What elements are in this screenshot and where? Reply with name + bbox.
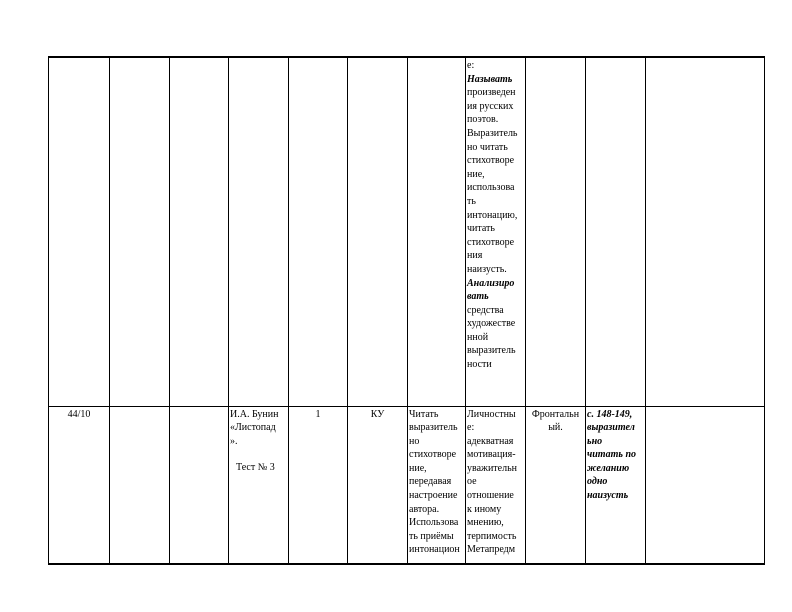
results-text-line: произведен	[467, 87, 516, 99]
results-text-line: мнению,	[467, 517, 504, 529]
cell-control	[526, 57, 586, 406]
activity-text-line: интонацион	[409, 544, 460, 556]
results-text-line: ние,	[467, 168, 485, 180]
results-text-line: Личностны	[467, 408, 516, 420]
activity-text-line: ть приёмы	[409, 530, 454, 542]
results-text-line: е:	[467, 422, 475, 434]
test-label: Тест № 3	[236, 462, 275, 474]
cell-activity	[408, 406, 466, 564]
lesson-number: 44/10	[67, 408, 91, 420]
results-text-line: нной	[467, 331, 489, 343]
results-text-line: поэтов.	[467, 114, 499, 126]
control-text-line: Фронтальн	[531, 408, 580, 420]
cell-hours	[289, 406, 348, 564]
results-text-line: ть	[467, 195, 476, 207]
results-text-line: уважительн	[467, 462, 517, 474]
homework-text-line: наизусть	[587, 490, 629, 502]
activity-text-line: настроение	[409, 490, 458, 502]
hours-value: 1	[315, 408, 321, 420]
cell-number	[49, 406, 110, 564]
cell-control	[526, 406, 586, 564]
results-text-line: стихотворе	[467, 155, 515, 167]
topic-text-line: ».	[230, 435, 238, 447]
cell-homework	[586, 406, 646, 564]
results-text-line: художестве	[467, 318, 516, 330]
topic-text-line: И.А. Бунин	[230, 408, 279, 420]
cell-hours	[289, 57, 348, 406]
results-text-line: Выразитель	[467, 127, 518, 139]
results-text-line: ния	[467, 250, 483, 262]
results-text-line: мотивация-	[467, 449, 516, 461]
activity-text-line: Читать	[409, 408, 439, 420]
activity-text-line: стихотворе	[409, 449, 457, 461]
activity-text-line: выразитель	[409, 422, 458, 434]
results-text-line: интонацию,	[467, 209, 518, 221]
cell-lesson-type	[348, 406, 408, 564]
results-text-line: е:	[467, 60, 475, 71]
results-text-line: вать	[467, 291, 489, 303]
homework-text-line: выразител	[587, 422, 635, 434]
results-text-line: ия русских	[467, 100, 514, 112]
activity-text-line: автора.	[409, 503, 440, 515]
activity-text-line: Использова	[409, 517, 459, 529]
results-text-line: наизусть.	[467, 263, 507, 275]
lesson-type-value: КУ	[370, 408, 385, 420]
cell-date-fact	[170, 57, 229, 406]
cell-notes	[646, 406, 765, 564]
results-text-line: стихотворе	[467, 236, 515, 248]
control-text-line: ый.	[548, 422, 563, 434]
table-row	[49, 406, 765, 564]
activity-text-line: ние,	[409, 462, 427, 474]
results-text-line: использова	[467, 182, 515, 194]
results-text-line: ое	[467, 476, 477, 488]
cell-results	[466, 406, 526, 564]
cell-date-fact	[170, 406, 229, 564]
activity-text-line: передавая	[409, 476, 452, 488]
lesson-plan-table	[48, 56, 765, 565]
activity-text-line: но	[409, 435, 420, 447]
results-text-line: терпимость	[467, 530, 517, 542]
results-text-line: адекватная	[467, 435, 514, 447]
cell-date-plan	[110, 57, 170, 406]
homework-text-line: ьно	[587, 435, 603, 447]
cell-results	[466, 57, 526, 406]
cell-number	[49, 57, 110, 406]
homework-text-line: с. 148-149,	[587, 408, 633, 420]
results-text-line: Анализиро	[467, 277, 515, 289]
homework-text-line: читать по	[587, 449, 636, 461]
homework-text-line: одно	[587, 476, 608, 488]
homework-text-line: желанию	[587, 462, 630, 474]
results-text-line: но читать	[467, 141, 508, 153]
cell-topic	[229, 57, 289, 406]
results-text-line: Называть	[467, 73, 513, 85]
results-text-line: к иному	[467, 503, 502, 515]
results-text-line: ности	[467, 359, 492, 371]
results-text-line: Метапредм	[467, 544, 516, 556]
results-text-line: читать	[467, 223, 495, 235]
cell-date-plan	[110, 406, 170, 564]
cell-activity	[408, 57, 466, 406]
table-row	[49, 57, 765, 406]
cell-lesson-type	[348, 57, 408, 406]
results-text-line: выразитель	[467, 345, 516, 357]
results-text-line: отношение	[467, 490, 514, 502]
cell-topic	[229, 406, 289, 564]
topic-text-line: «Листопад	[230, 422, 276, 434]
results-text-line: средства	[467, 304, 504, 316]
cell-homework	[586, 57, 646, 406]
cell-notes	[646, 57, 765, 406]
